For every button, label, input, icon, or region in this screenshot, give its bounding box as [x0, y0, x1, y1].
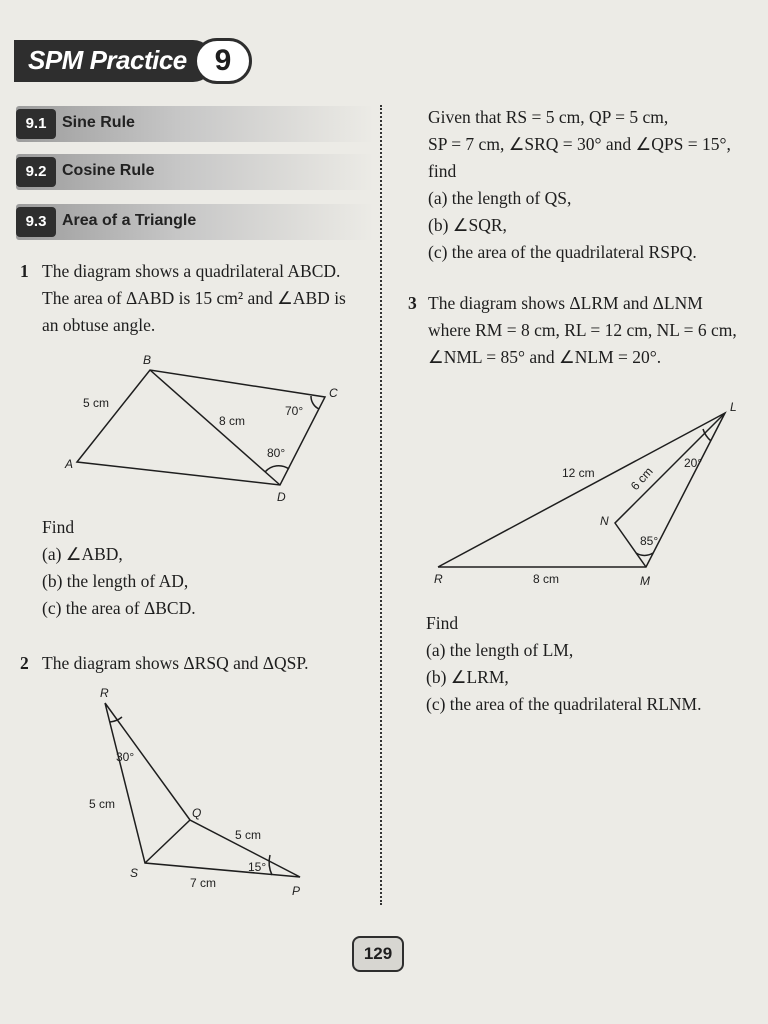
- section-9-2: [16, 154, 374, 190]
- length-label-rs: 5 cm: [89, 797, 116, 811]
- vertex-label-r: R: [434, 572, 443, 586]
- question-line: where RM = 8 cm, RL = 12 cm, NL = 6 cm,: [428, 320, 737, 340]
- question-line: SP = 7 cm, ∠SRQ = 30° and ∠QPS = 15°,: [428, 134, 731, 154]
- length-label-qp: 5 cm: [235, 828, 262, 842]
- section-label: Cosine Rule: [62, 162, 155, 179]
- angle-arc-m: [636, 553, 653, 555]
- question-2-given: [428, 104, 758, 266]
- section-number: 9.3: [16, 207, 56, 237]
- section-label: Area of a Triangle: [62, 212, 197, 229]
- practice-header: [14, 38, 244, 86]
- vertex-label-l: L: [730, 400, 737, 414]
- question-line: an obtuse angle.: [42, 315, 156, 335]
- vertex-label-r: R: [100, 686, 109, 700]
- triangle-lnm-edges: [615, 413, 725, 567]
- question-text: [428, 290, 763, 371]
- question-text: [42, 258, 375, 339]
- find-label: Find: [42, 517, 75, 537]
- section-number: 9.2: [16, 157, 56, 187]
- question-part: (a) ∠ABD,: [42, 544, 123, 564]
- question-1-find: [42, 514, 372, 622]
- length-label-sp: 7 cm: [190, 876, 217, 890]
- question-line: The diagram shows ΔLRM and ΔLNM: [428, 293, 703, 313]
- length-label-nl: 6 cm: [627, 464, 656, 494]
- question-3-find: [426, 610, 756, 718]
- diagram-triangles-rsq-qsp: [80, 685, 320, 900]
- header-title: SPM Practice: [28, 45, 187, 75]
- page-number: 129: [352, 936, 404, 972]
- section-number: 9.1: [16, 109, 56, 139]
- angle-label-d: 80°: [267, 446, 286, 460]
- vertex-label-a: A: [65, 457, 74, 471]
- question-part: (c) the area of ΔBCD.: [42, 598, 196, 618]
- question-part: (c) the area of the quadrilateral RSPQ.: [428, 242, 697, 262]
- column-divider: [380, 105, 382, 905]
- vertex-label-n: N: [600, 514, 609, 528]
- question-line: The area of ΔABD is 15 cm² and ∠ABD is: [42, 288, 346, 308]
- section-9-1: [16, 106, 374, 142]
- vertex-label-c: C: [329, 386, 338, 400]
- diagram-quadrilateral-abcd: [55, 355, 355, 510]
- section-9-3: [16, 204, 374, 240]
- question-part: (a) the length of QS,: [428, 188, 572, 208]
- angle-arc-d: [265, 466, 289, 472]
- question-3: [408, 290, 763, 371]
- question-2: [20, 650, 375, 677]
- diagram-triangles-lrm-lnm: [428, 395, 758, 595]
- question-part: (c) the area of the quadrilateral RLNM.: [426, 694, 702, 714]
- length-label-bd: 8 cm: [219, 414, 246, 428]
- vertex-label-p: P: [292, 884, 301, 898]
- vertex-label-s: S: [130, 866, 139, 880]
- question-part: (b) ∠SQR,: [428, 215, 507, 235]
- triangles-outline: [105, 703, 300, 877]
- angle-arc-c: [311, 396, 319, 409]
- question-text: The diagram shows ΔRSQ and ΔQSP.: [42, 653, 309, 673]
- angle-label-c: 70°: [285, 404, 304, 418]
- question-number: 2: [20, 653, 29, 673]
- question-number: 3: [408, 293, 417, 313]
- angle-arc-p: [269, 855, 272, 875]
- question-part: (b) the length of AD,: [42, 571, 189, 591]
- question-line: find: [428, 161, 457, 181]
- question-part: (a) the length of LM,: [426, 640, 574, 660]
- question-line: Given that RS = 5 cm, QP = 5 cm,: [428, 107, 669, 127]
- vertex-label-d: D: [277, 490, 286, 504]
- section-label: Sine Rule: [62, 114, 135, 131]
- question-part: (b) ∠LRM,: [426, 667, 509, 687]
- line-sq: [145, 820, 190, 863]
- vertex-label-b: B: [143, 355, 152, 367]
- vertex-label-m: M: [640, 574, 650, 588]
- chapter-number: 9: [194, 38, 252, 84]
- vertex-label-q: Q: [192, 806, 202, 820]
- angle-label-r: 30°: [116, 750, 135, 764]
- length-label-ab: 5 cm: [83, 396, 110, 410]
- length-label-rm: 8 cm: [533, 572, 560, 586]
- angle-label-m: 85°: [640, 534, 659, 548]
- triangle-lrm-outline: [438, 413, 725, 567]
- question-number: 1: [20, 261, 29, 281]
- find-label: Find: [426, 613, 459, 633]
- question-line: ∠NML = 85° and ∠NLM = 20°.: [428, 347, 662, 367]
- angle-label-p: 15°: [248, 860, 267, 874]
- question-line: The diagram shows a quadrilateral ABCD.: [42, 261, 341, 281]
- angle-label-l: 20°: [684, 456, 703, 470]
- length-label-rl: 12 cm: [562, 466, 595, 480]
- question-1: [20, 258, 375, 339]
